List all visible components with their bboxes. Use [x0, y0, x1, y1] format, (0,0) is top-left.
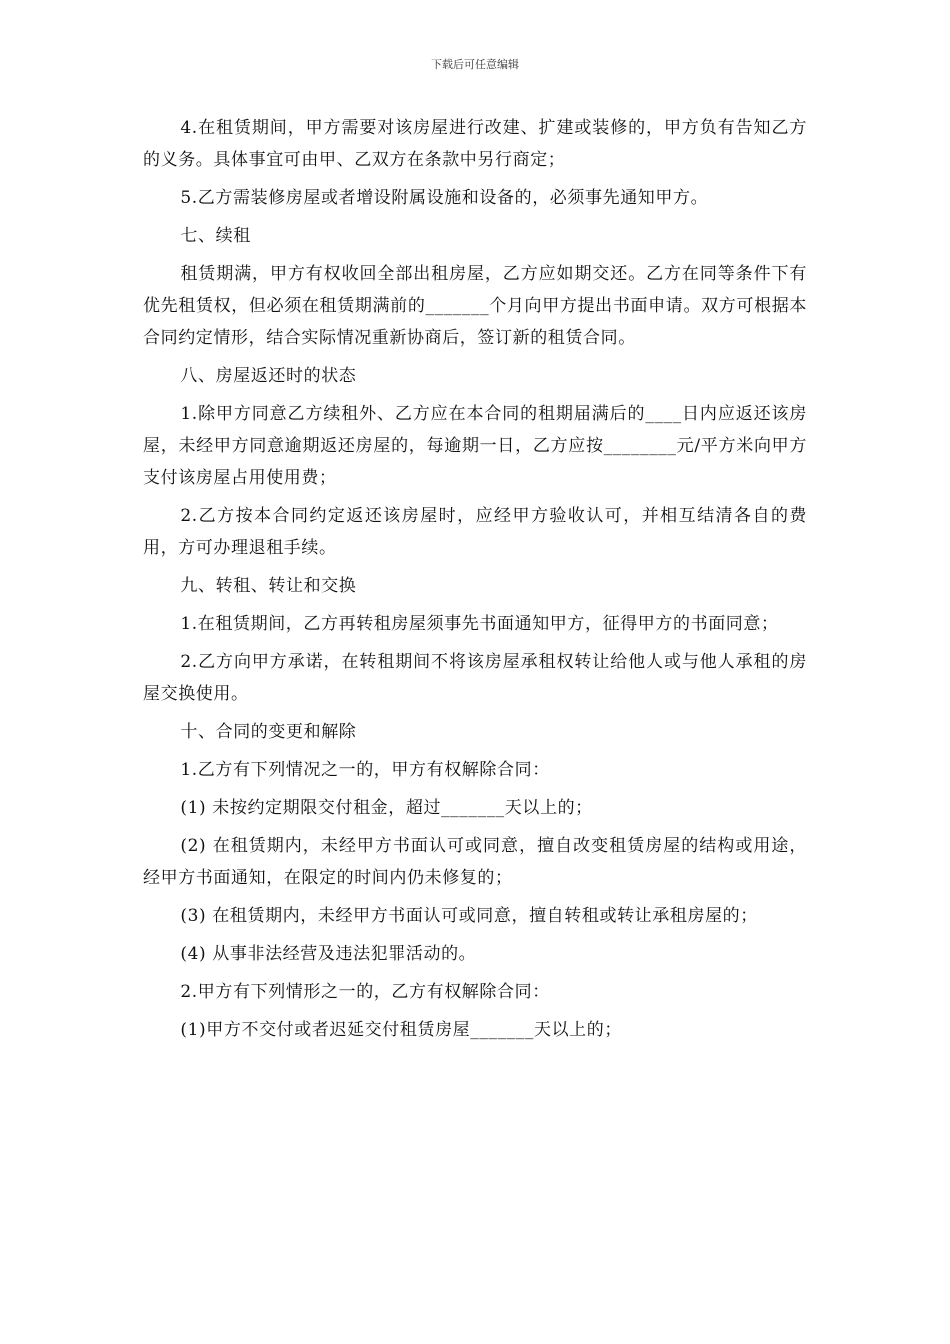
- section-9-heading: 九、转租、转让和交换: [180, 576, 357, 596]
- sublease-clause-1: 1.在租赁期间，乙方再转租房屋须事先书面通知甲方，征得甲方的书面同意；: [180, 614, 779, 634]
- return-clause-1: 1.除甲方同意乙方续租外、乙方应在本合同的租期届满后的____日内应返还该房屋，未经甲方同意逾期返还房屋的，每逾期一日，乙方应按________元/平方米向甲方支付该房屋占用使用费；: [143, 404, 807, 488]
- sublease-clause-2: 2.乙方向甲方承诺，在转租期间不将该房屋承租权转让给他人或与他人承租的房屋交换使用。: [143, 652, 807, 704]
- section-10-heading: 十、合同的变更和解除: [180, 722, 357, 742]
- termination-item-2-1: (1)甲方不交付或者迟延交付租赁房屋_______天以上的；: [180, 1020, 622, 1040]
- termination-item-3: (3) 在租赁期内，未经甲方书面认可或同意，擅自转租或转让承租房屋的；: [180, 906, 758, 926]
- section-7-heading: 七、续租: [180, 226, 251, 246]
- renewal-paragraph: 租赁期满，甲方有权收回全部出租房屋，乙方应如期交还。乙方在同等条件下有优先租赁权，但必须在租赁期满前的_______个月向甲方提出书面申请。双方可根据本合同约定情形，结合实际情况重新协商后，签订新的租赁合同。: [143, 264, 807, 348]
- return-clause-2: 2.乙方按本合同约定返还该房屋时，应经甲方验收认可，并相互结清各自的费用，方可办理退租手续。: [143, 506, 807, 558]
- termination-clause-2: 2.甲方有下列情形之一的，乙方有权解除合同：: [180, 982, 550, 1002]
- clause-4-paragraph: 4.在租赁期间，甲方需要对该房屋进行改建、扩建或装修的，甲方负有告知乙方的义务。具体事宜可由甲、乙双方在条款中另行商定；: [143, 118, 807, 170]
- termination-item-4: (4) 从事非法经营及违法犯罪活动的。: [180, 944, 477, 964]
- clause-5-paragraph: 5.乙方需装修房屋或者增设附属设施和设备的，必须事先通知甲方。: [180, 188, 709, 208]
- document-body: [143, 112, 807, 1052]
- section-8-heading: 八、房屋返还时的状态: [180, 366, 357, 386]
- termination-clause-1: 1.乙方有下列情况之一的，甲方有权解除合同：: [180, 760, 550, 780]
- termination-item-2: (2) 在租赁期内，未经甲方书面认可或同意，擅自改变租赁房屋的结构或用途，经甲方书面通知，在限定的时间内仍未修复的；: [143, 836, 807, 888]
- page-header: 下载后可任意编辑: [431, 58, 519, 71]
- termination-item-1: (1) 未按约定期限交付租金，超过_______天以上的；: [180, 798, 593, 818]
